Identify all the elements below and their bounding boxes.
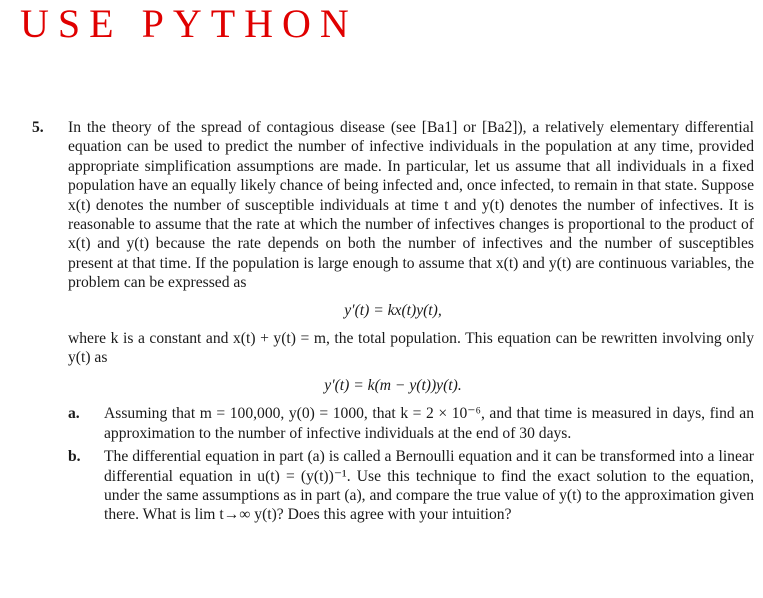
part-a-text: Assuming that m = 100,000, y(0) = 1000, that k = 2 × 10⁻⁶, and that time is measured in days, find an approximation to the number of infective individuals at the end of 30 days.	[104, 405, 754, 442]
problem-number: 5.	[32, 119, 44, 136]
intro-paragraph: In the theory of the spread of contagious disease (see [Ba1] or [Ba2]), a relatively elementary differential equation can be used to predict the number of infective individuals in the population at any time, provided appropriate simplification assumptions are made. In particular, let us assume that all individuals in a fixed population have an equally likely chance of being infected and, once infected, to remain in that state. Suppose x(t) denotes the number of susceptible individuals at time t and y(t) denotes the number of infectives. It is reasonable to assume that the rate at which the number of infectives changes is proportional to the product of x(t) and y(t) because the rate depends on both the number of infectives and the number of susceptibles present at that time. If the population is large enough to assume that x(t) and y(t) are continuous variables, the problem can be expressed as	[68, 119, 754, 292]
part-b	[68, 447, 754, 525]
problem-intro	[68, 118, 754, 293]
problem-5	[32, 118, 754, 525]
problem-middle	[68, 329, 754, 368]
part-a-label: a.	[68, 405, 80, 423]
part-a	[68, 404, 754, 443]
equation-2: y′(t) = k(m − y(t))y(t).	[324, 376, 462, 394]
part-b-label: b.	[68, 448, 81, 466]
middle-paragraph: where k is a constant and x(t) + y(t) = m, the total population. This equation can be rewritten involving only y(t) as	[68, 330, 754, 367]
part-b-text: The differential equation in part (a) is called a Bernoulli equation and it can be transformed into a linear differential equation in u(t) = (y(t))⁻¹. Use this technique to find the exact solution to the equation, under the same assumptions as in part (a), and compare the true value of y(t) to the approximation given there. What is lim t→∞ y(t)? Does this agree with your intuition?	[104, 448, 754, 524]
page-heading: USE PYTHON	[20, 1, 358, 46]
equation-1: y′(t) = kx(t)y(t),	[344, 301, 442, 319]
